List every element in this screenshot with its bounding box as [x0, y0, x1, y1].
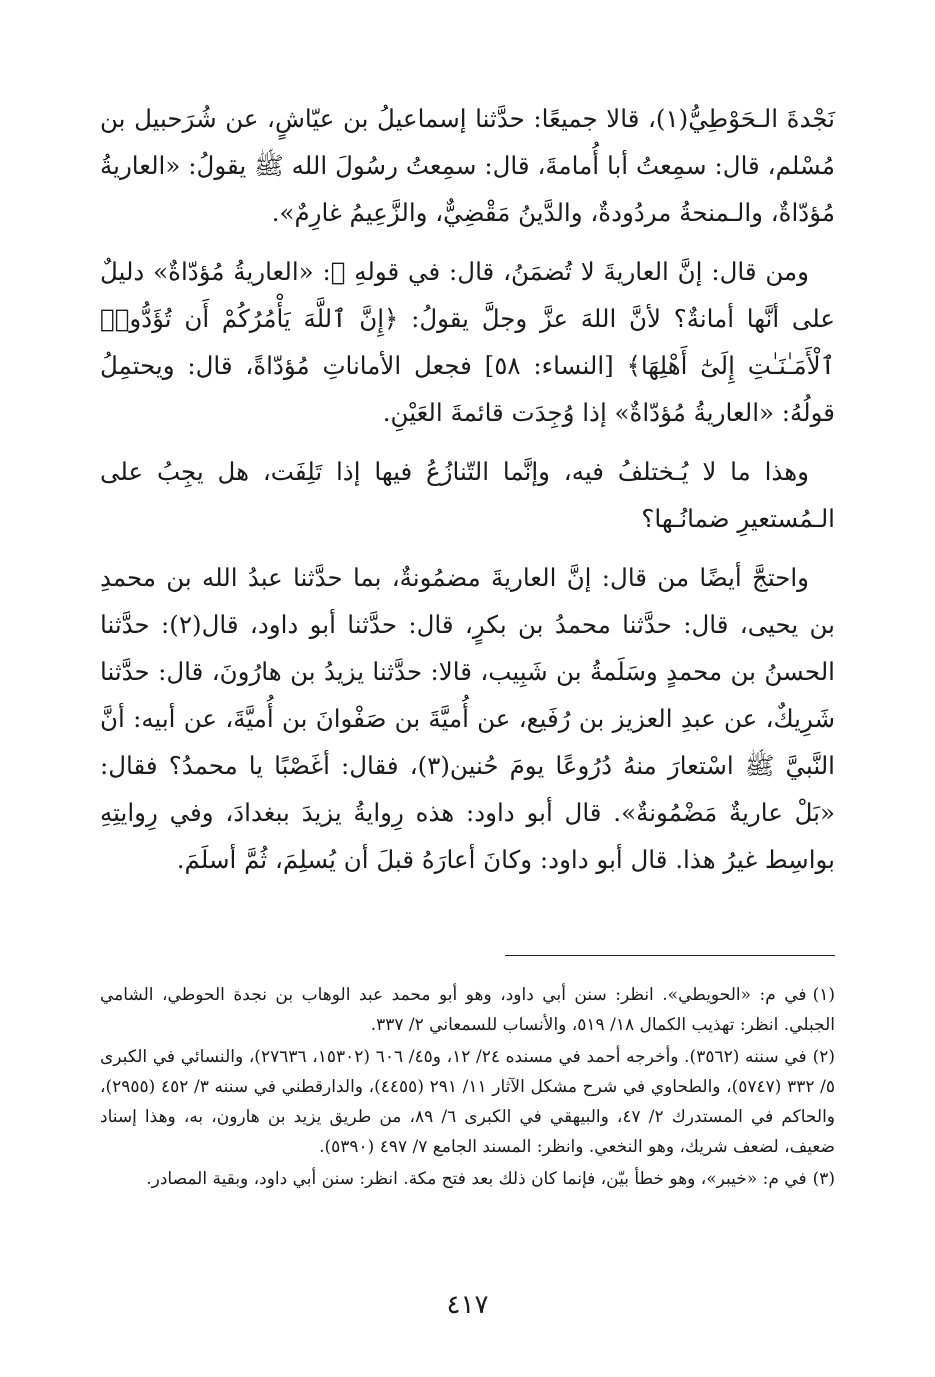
footnote-3 [100, 1164, 835, 1194]
page-number: ٤١٧ [446, 1290, 489, 1320]
footnote-text: في م: «خيبر»، وهو خطأ بيّن، فإنما كان ذلك بعد فتح مكة. انظر: سنن أبي داود، وبقية المصادر. [146, 1169, 807, 1189]
paragraph-3: وهذا ما لا يُـختلفُ فيه، وإنَّما التّنازُعُ فيها إذا تَلِفَت، هل يجِبُ على الـمُستعيرِ ضمانُـها؟ [100, 457, 835, 533]
footnote-number: (٣) [812, 1169, 835, 1189]
footnote-number: (١) [812, 985, 835, 1005]
paragraph-4: واحتجَّ أيضًا من قال: إنَّ العاريةَ مضمُونةٌ، بما حدَّثنا عبدُ الله بن محمدِ بن يحيى، قال: حدَّثنا محمدُ بن بكرٍ، قال: حدَّثنا أبو داود، قال(٢): حدَّثنا الحسنُ بن محمدٍ وسَلَمةُ بن شَبِيب، قالا: حدَّثنا يزيدُ بن هارُونَ، قال: حدَّثنا شَرِيكٌ، عن عبدِ العزيز بن رُفَيع، عن أُميَّةَ بن صَفْوانَ بن أُميَّةَ، عن أبيه: أنَّ النَّبيَّ ﷺ اسْتعارَ منهُ دُرُوعًا يومَ حُنين(٣)، فقال: أغَصْبًا يا محمدُ؟ فقال: «بَلْ عاريةٌ مَضْمُونةٌ». قال أبو داود: هذه رِوايةُ يزيدَ ببغدادَ، وفي رِوايتِهِ بواسِط غيرُ هذا. قال أبو داود: وكانَ أعارَهُ قبلَ أن يُسلِمَ، ثُمَّ أسلَمَ. [100, 563, 835, 874]
footnote-divider [505, 955, 835, 956]
main-text-block [100, 95, 835, 895]
paragraph-1: نَجْدةَ الـحَوْطِيُّ(١)، قالا جميعًا: حدَّثنا إسماعيلُ بن عيّاشٍ، عن شُرَحبيل بن مُسْلم، قال: سمِعتُ أبا أُمامةَ، قال: سمِعتُ رسُولَ الله ﷺ يقولُ: «العاريةُ مُؤدّاةٌ، والـمنحةُ مردُودةٌ، والدَّينُ مَقْضِيٌّ، والزَّعِيمُ غارِمٌ». [100, 104, 835, 227]
footnote-2 [100, 1042, 835, 1162]
footnote-number: (٢) [812, 1047, 835, 1067]
footnotes-block [100, 980, 835, 1196]
paragraph-2: ومن قال: إنَّ العاريةَ لا تُضمَنُ، قال: في قولهِ ﷺ: «العاريةُ مُؤدّاةٌ» دليلٌ على أنَّها أمانةٌ؟ لأنَّ اللهَ عزَّ وجلَّ يقولُ: ﴿إِنَّ ٱللَّهَ يَأْمُرُكُمْ أَن تُؤَدُّوا۟ ٱلْأَمَـٰنَـٰتِ إِلَىٰٓ أَهْلِهَا﴾ [النساء: ٥٨] فجعل الأماناتِ مُؤدّاةً، قال: ويحتمِلُ قولُهُ: «العاريةُ مُؤدّاةٌ» إذا وُجِدَت قائمةَ العَيْنِ. [100, 257, 835, 427]
footnote-text: في سننه (٣٥٦٢). وأخرجه أحمد في مسنده ٢٤/ ١٢، و٤٥/ ٦٠٦ (١٥٣٠٢، ٢٧٦٣٦)، والنسائي في الكبرى ٥/ ٣٣٢ (٥٧٤٧)، والطحاوي في شرح مشكل الآثار ١١/ ٢٩١ (٤٤٥٥)، والدارقطني في سننه ٣/ ٤٥٢ (٢٩٥٥)، والحاكم في المستدرك ٢/ ٤٧، والبيهقي في الكبرى ٦/ ٨٩، من طريق يزيد بن هارون، به، وهذا إسناد ضعيف، لضعف شريك، وهو النخعي. وانظر: المسند الجامع ٧/ ٤٩٧ (٥٣٩٠). [100, 1047, 836, 1157]
footnote-text: في م: «الحويطي». انظر: سنن أبي داود، وهو أبو محمد عبد الوهاب بن نجدة الحوطي، الشامي الجبلي. انظر: تهذيب الكمال ١٨/ ٥١٩، والأنساب للسمعاني ٢/ ٣٣٧. [100, 985, 835, 1035]
footnote-1 [100, 980, 835, 1040]
